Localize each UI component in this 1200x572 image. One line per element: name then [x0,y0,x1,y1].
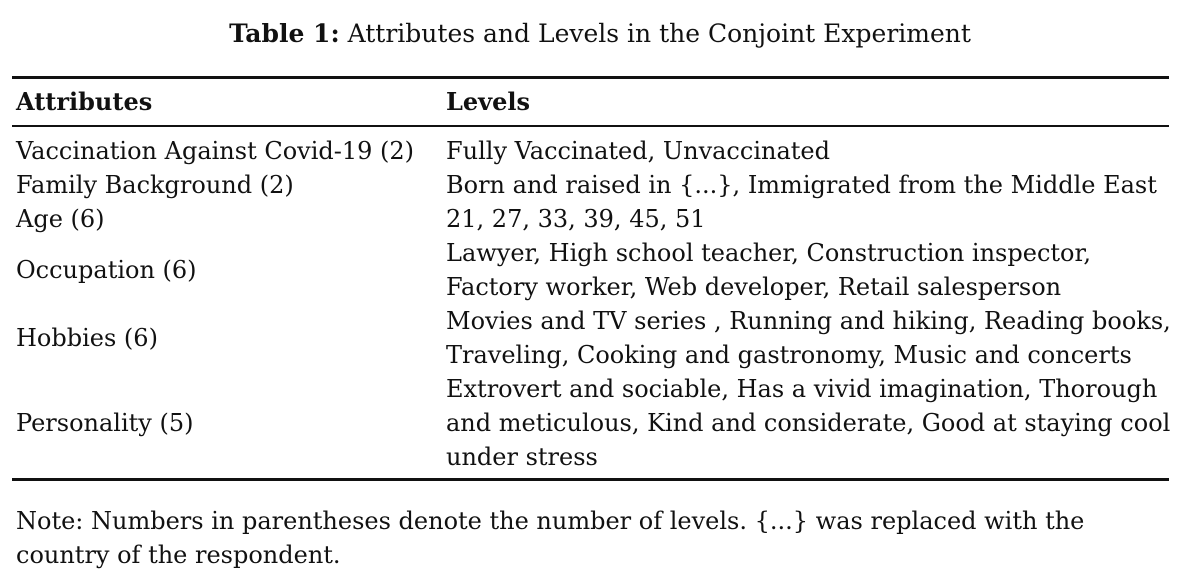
levels-cell: Movies and TV series , Running and hiking, Reading books, Traveling, Cooking and gastronomy, Music and concerts [446,307,1171,369]
table-row [0,236,1200,304]
table-caption-text: Attributes and Levels in the Conjoint Experiment [347,19,971,48]
levels-cell: Born and raised in {...}, Immigrated from the Middle East [446,171,1157,199]
levels-cell: Lawyer, High school teacher, Construction inspector, Factory worker, Web developer, Retail salesperson [446,239,1091,301]
table-row [0,202,1200,236]
header-levels: Levels [446,87,530,116]
attribute-cell: Family Background (2) [16,171,294,199]
attribute-cell: Age (6) [16,205,105,233]
table-row [0,168,1200,202]
attribute-cell: Hobbies (6) [16,324,158,352]
levels-cell: 21, 27, 33, 39, 45, 51 [446,205,706,233]
table-top-rule [12,76,1169,79]
attribute-cell: Occupation (6) [16,256,197,284]
table-caption-label: Table 1: [229,19,340,48]
table-note: Note: Numbers in parentheses denote the number of levels. {...} was replaced with the country of the respondent. [16,507,1085,569]
attribute-cell: Personality (5) [16,409,194,437]
table-bottom-rule [12,478,1169,481]
table-row [0,304,1200,372]
levels-cell: Extrovert and sociable, Has a vivid imagination, Thorough and meticulous, Kind and considerate, Good at staying cool under stress [446,375,1171,471]
levels-cell: Fully Vaccinated, Unvaccinated [446,137,830,165]
table-row [0,134,1200,168]
table-row [0,372,1200,474]
table-header-rule [12,125,1169,127]
attribute-cell: Vaccination Against Covid-19 (2) [16,137,415,165]
header-attributes: Attributes [16,87,153,116]
table-caption [0,18,1200,50]
